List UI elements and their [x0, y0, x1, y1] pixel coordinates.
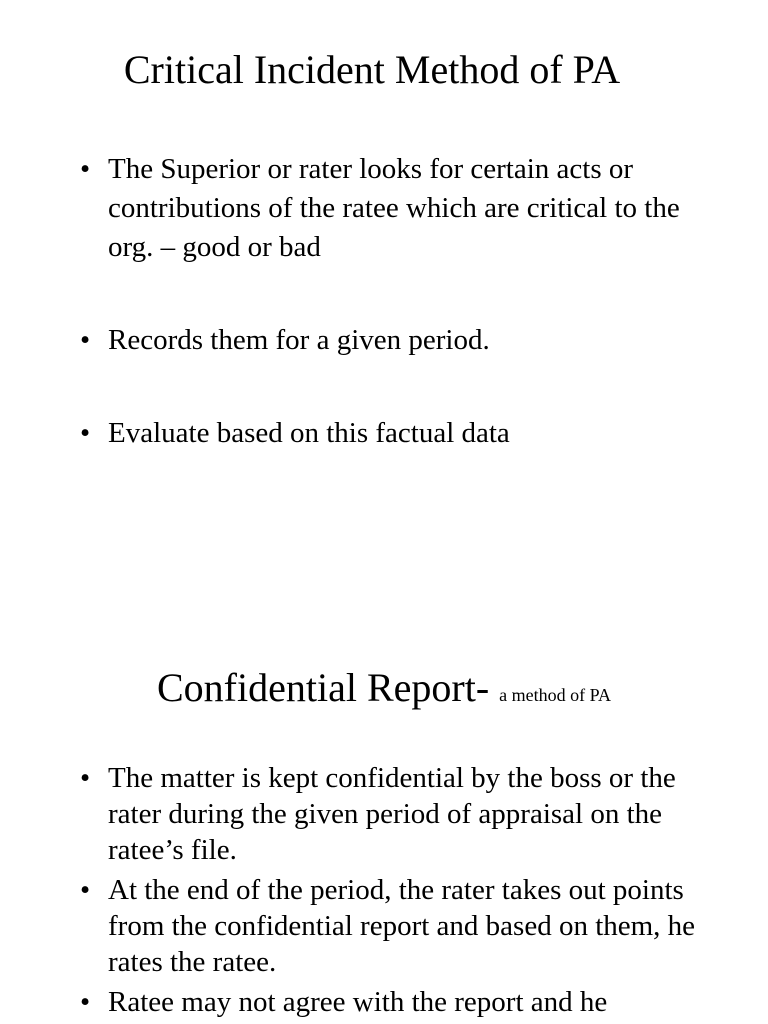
bullet-text: The matter is kept confidential by the boss or the rater during the given period of appraisal on the ratee’s file. — [108, 762, 676, 866]
bullet-text: Records them for a given period. — [108, 324, 490, 356]
bullet-item — [78, 984, 698, 1020]
bullet-text: At the end of the period, the rater takes out points from the confidential report and based on them, he rates the ratee. — [108, 874, 696, 978]
bullet-text: Evaluate based on this factual data — [108, 417, 510, 449]
bullet-list — [78, 150, 698, 507]
bullet-icon: • — [80, 324, 91, 356]
bullet-item — [78, 414, 698, 453]
slide-title-subtitle: a method of PA — [499, 685, 611, 705]
bullet-item — [78, 321, 698, 360]
bullet-icon: • — [80, 874, 91, 906]
bullet-item — [78, 872, 698, 980]
slide-title: Critical Incident Method of PA — [123, 47, 621, 92]
bullet-text: The Superior or rater looks for certain acts or contributions of the ratee which are critical to the org. – good or bad — [108, 153, 680, 263]
slide-title-main: Confidential Report- — [157, 665, 490, 710]
bullet-item — [78, 760, 698, 868]
bullet-list — [78, 760, 698, 1024]
slide-confidential-report — [0, 512, 768, 1024]
bullet-icon: • — [80, 417, 91, 449]
bullet-item — [78, 150, 698, 267]
slide-title — [0, 664, 768, 719]
bullet-text: Ratee may not agree with the report and he — [108, 986, 608, 1018]
bullet-icon: • — [80, 762, 91, 794]
bullet-icon: • — [80, 986, 91, 1018]
bullet-icon: • — [80, 153, 91, 185]
